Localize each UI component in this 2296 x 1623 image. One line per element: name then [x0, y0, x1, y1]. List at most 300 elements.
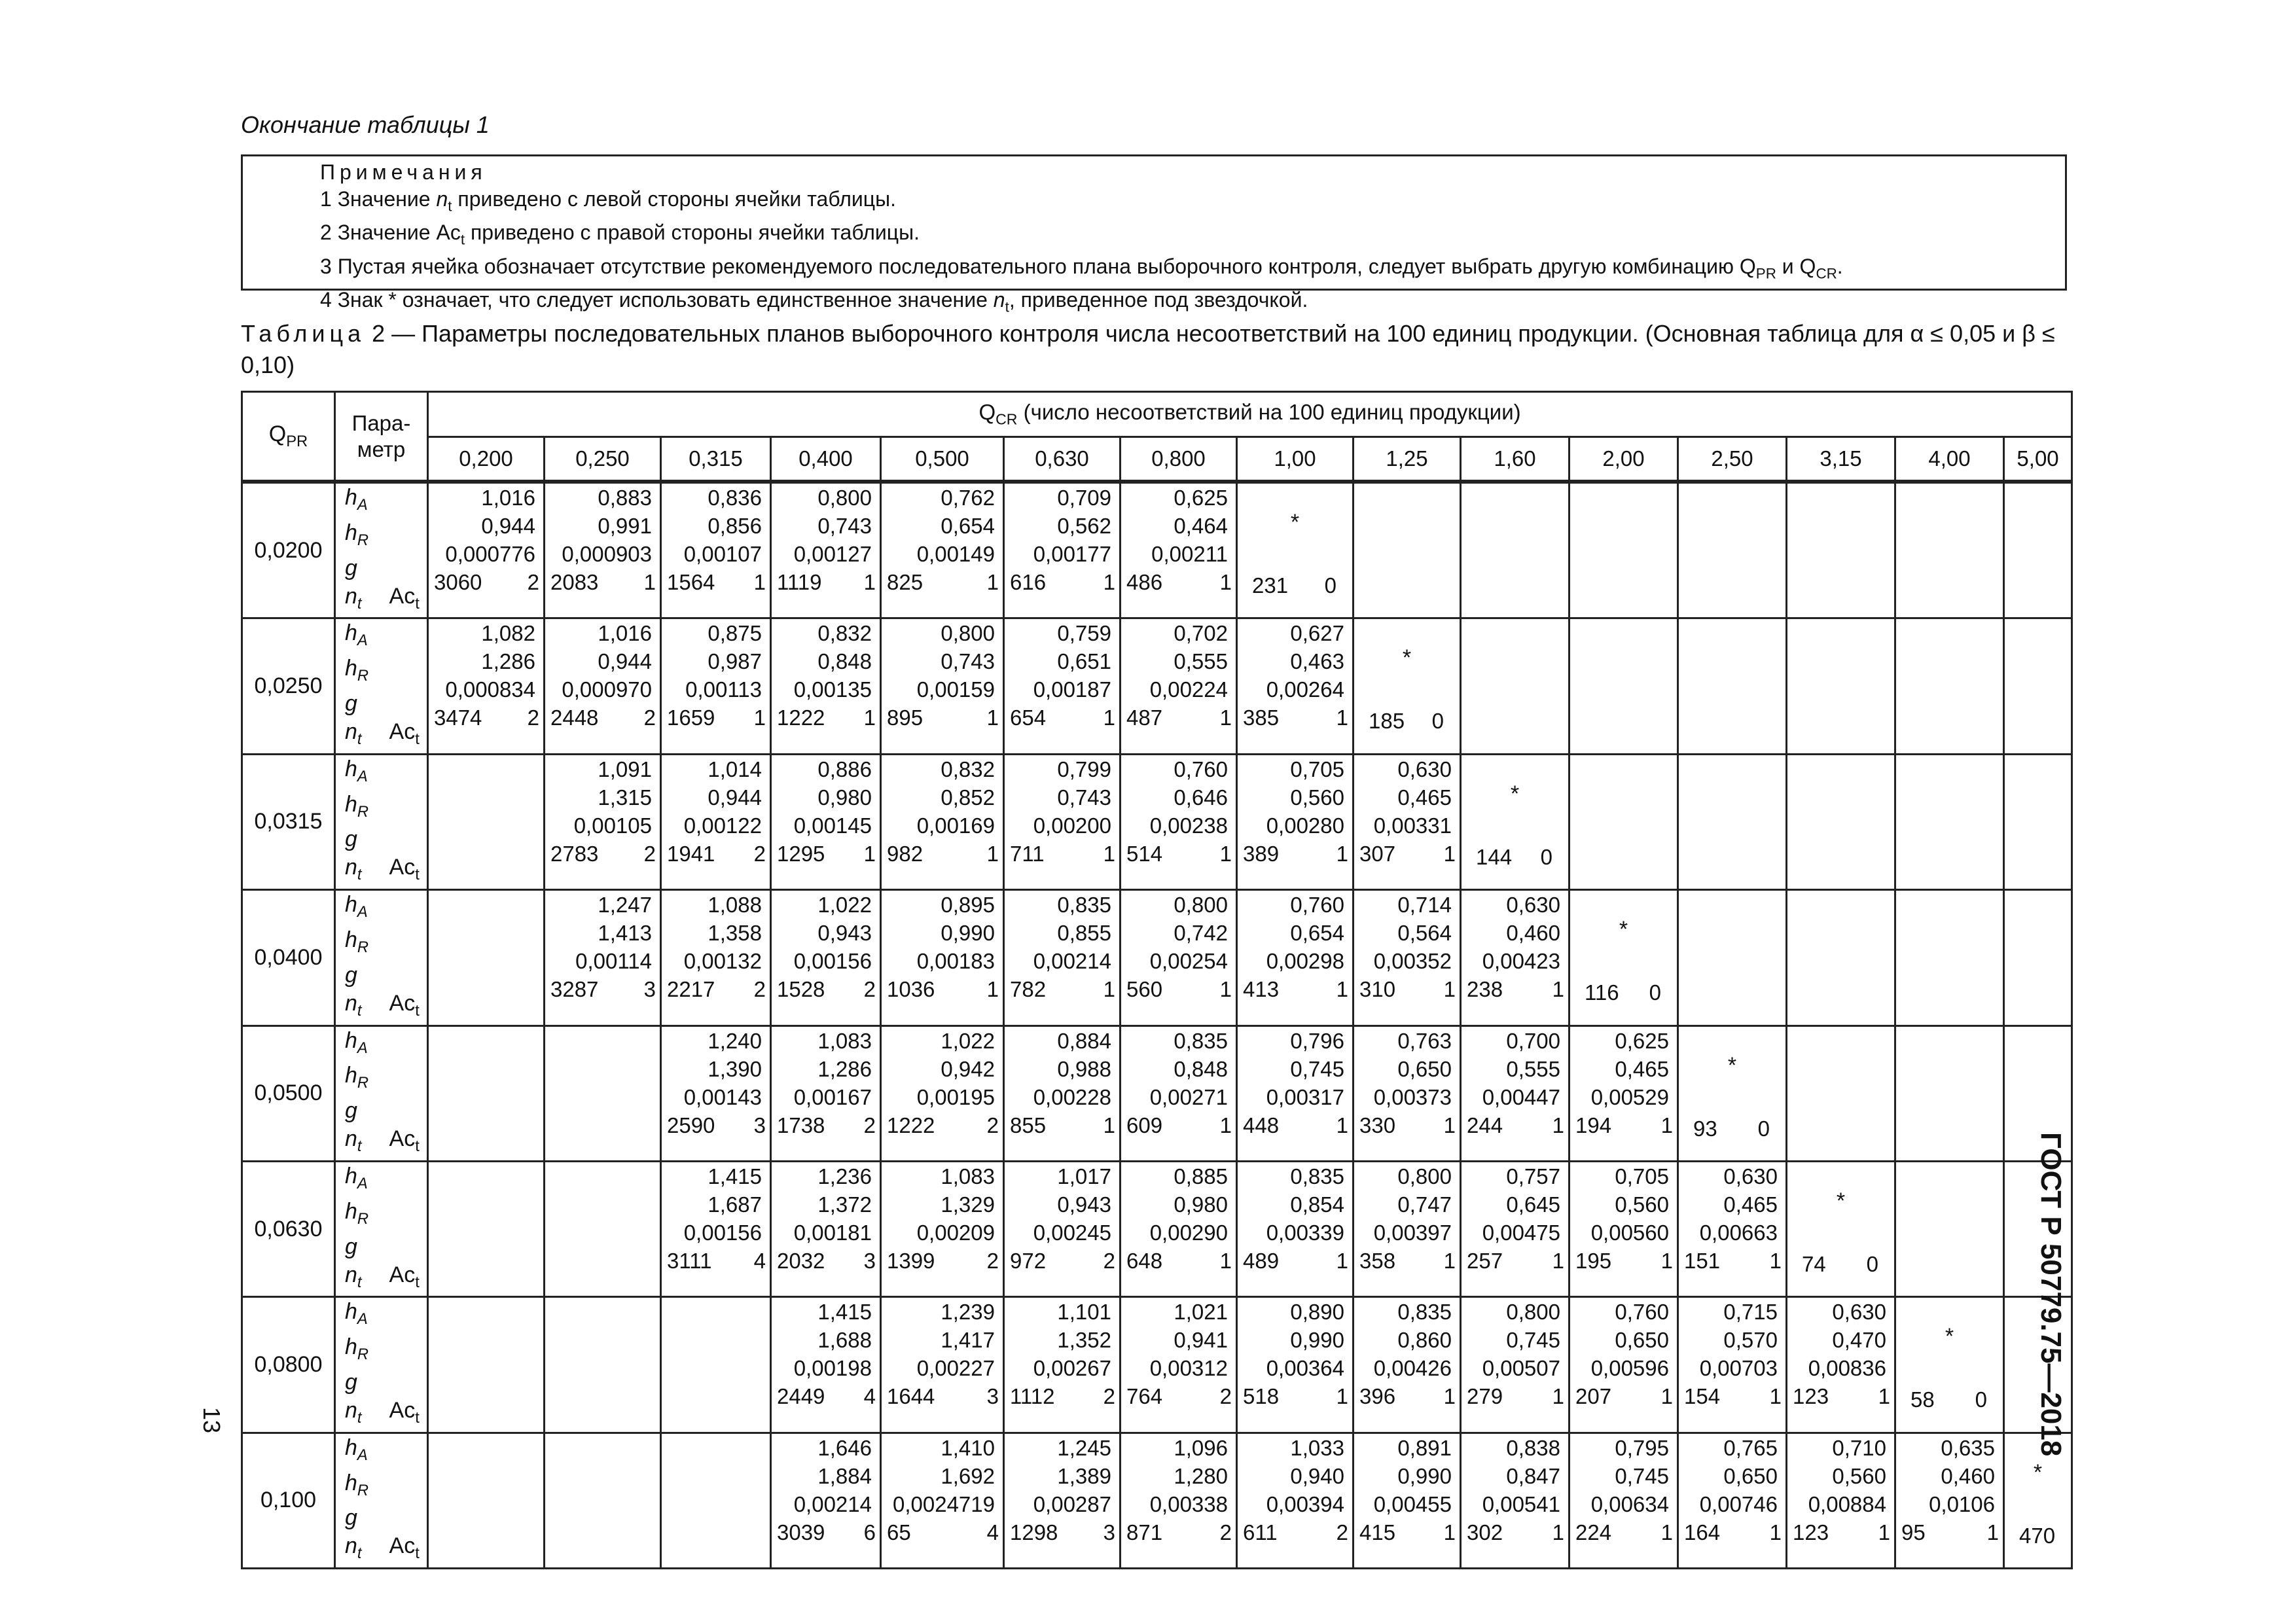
hR-value: 1,692: [941, 1463, 995, 1488]
ac-value: 2: [1219, 1520, 1232, 1544]
hR-value: 0,747: [1397, 1192, 1452, 1217]
qcr-value-14: 4,00: [1895, 437, 2004, 482]
n-value: 307: [1359, 841, 1396, 866]
plan-cell: [1787, 1433, 1895, 1568]
empty-cell: [1895, 1026, 2004, 1161]
ac-value: 2: [527, 705, 539, 730]
n-value: 895: [887, 705, 924, 730]
ac-value: 1: [1103, 705, 1115, 730]
hR-value: 0,944: [708, 785, 762, 810]
hR-value: 0,555: [1174, 649, 1228, 674]
ac-value: 3: [753, 1113, 766, 1137]
ac-value: 2: [1103, 1384, 1115, 1409]
n-value: 1112: [1010, 1384, 1055, 1409]
n-value: 764: [1126, 1384, 1163, 1409]
n-ac-values: [545, 975, 656, 1003]
hA-value: 0,625: [1174, 486, 1228, 510]
hR-value: 0,555: [1506, 1056, 1560, 1081]
n-ac-values: [1121, 568, 1232, 596]
empty-cell: [1787, 890, 1895, 1026]
note-symbol: n: [436, 187, 448, 211]
plan-cell: [1787, 1297, 1895, 1433]
ac-value: 6: [863, 1520, 876, 1544]
table-row: [242, 1161, 2072, 1296]
hA-value: 0,627: [1290, 621, 1344, 646]
hA-value: 0,836: [708, 486, 762, 510]
qcr-value-4: 0,400: [771, 437, 881, 482]
hR-value: 0,650: [1615, 1328, 1669, 1353]
g-value: 0,00209: [916, 1220, 995, 1245]
hA-value: 0,795: [1615, 1435, 1669, 1460]
ac-value: 1: [986, 705, 999, 730]
n-value: 711: [1010, 841, 1045, 866]
hR-value: 0,460: [1506, 921, 1560, 946]
ac-value: 1: [1660, 1384, 1673, 1409]
qcr-value-11: 2,00: [1570, 437, 1678, 482]
star-mark: *: [1510, 781, 1520, 806]
param-labels: $h_A$ $h_R$ g $n_t$ $Ac_t$: [335, 1026, 428, 1161]
ac-value: 1: [753, 570, 766, 594]
n-value: 1564: [667, 570, 715, 594]
ac-value: 1: [643, 570, 656, 594]
n-value: 231: [1252, 573, 1289, 597]
ac-value: 2: [527, 570, 539, 594]
empty-cell: [1787, 482, 1895, 618]
ac-value: 3: [986, 1384, 999, 1409]
n-ac-values: [1354, 1382, 1456, 1410]
g-value: 0,00397: [1373, 1220, 1452, 1245]
plan-cell: [771, 1433, 881, 1568]
g-value: 0,00423: [1482, 949, 1560, 974]
n-value: 185: [1369, 709, 1405, 734]
plan-cell: [1237, 1161, 1354, 1296]
ac-value: 1: [1878, 1384, 1890, 1409]
ac-value: 1: [1336, 977, 1348, 1002]
n-value: 1644: [887, 1384, 935, 1409]
param-labels: $h_A$ $h_R$ g $n_t$ $Ac_t$: [335, 482, 428, 618]
g-value: 0,00364: [1266, 1356, 1344, 1381]
n-ac-values: [882, 840, 999, 868]
plan-cell: [1354, 754, 1461, 889]
n-value: 611: [1243, 1520, 1278, 1544]
ac-value: 1: [1552, 1384, 1564, 1409]
plan-cell: [1237, 1297, 1354, 1433]
hA-value: 1,033: [1290, 1435, 1344, 1460]
n-value: 2217: [667, 977, 715, 1002]
g-value: 0,00339: [1266, 1220, 1344, 1245]
n-ac-values: [772, 1382, 876, 1410]
ac-value: 1: [1443, 1520, 1456, 1544]
hA-value: 0,763: [1397, 1028, 1452, 1053]
n-value: 95: [1901, 1520, 1926, 1544]
note-line-2: 2 Значение $Ас_t$ приведено с правой стороны ячейки таблицы.: [320, 221, 920, 248]
n-ac-values: [1462, 1247, 1564, 1275]
ac-value: 0: [1431, 709, 1444, 734]
n-value: 144: [1476, 844, 1513, 869]
hR-value: 1,286: [817, 1056, 872, 1081]
hR-value: 1,358: [708, 921, 762, 946]
plan-cell: [771, 754, 881, 889]
ac-value: 1: [1103, 570, 1115, 594]
param-header: Пара- метр: [335, 392, 428, 482]
hR-value: 0,743: [941, 649, 995, 674]
hA-value: 0,835: [1057, 893, 1111, 918]
n-ac-values: [772, 704, 876, 732]
n-value: 151: [1684, 1248, 1721, 1273]
n-ac-values: [1679, 1382, 1782, 1410]
n-ac-values: [1570, 1111, 1673, 1139]
empty-cell: [1678, 890, 1787, 1026]
g-value: 0,00227: [916, 1356, 995, 1381]
plan-cell: [1121, 1161, 1237, 1296]
plan-cell: [771, 618, 881, 754]
n-ac-values: [429, 568, 539, 596]
g-value: 0,00143: [683, 1084, 762, 1109]
hR-value: 0,743: [1057, 785, 1111, 810]
hA-value: 0,635: [1941, 1435, 1995, 1460]
n-value: 279: [1467, 1384, 1503, 1409]
n-ac-values: [1121, 1518, 1232, 1546]
plan-cell: [1237, 1026, 1354, 1161]
g-value: 0,00338: [1149, 1491, 1228, 1516]
notes-heading: Примечания: [320, 160, 487, 184]
hA-value: 1,017: [1057, 1164, 1111, 1188]
hR-value: 0,654: [1290, 921, 1344, 946]
hA-value: 1,016: [481, 486, 535, 510]
table-row: [242, 482, 2072, 618]
plan-cell: [771, 1026, 881, 1161]
plan-cell: [1461, 890, 1570, 1026]
ac-value: 1: [1219, 570, 1232, 594]
notes-lines: [320, 186, 2065, 321]
table-row: [242, 1433, 2072, 1568]
n-ac-values: [1354, 975, 1456, 1003]
plan-cell: [545, 890, 661, 1026]
note-sub: CR: [1816, 265, 1837, 282]
ac-value: 0: [2043, 1523, 2056, 1548]
n-ac-values: [1005, 1111, 1115, 1139]
n-ac-values: [1121, 1247, 1232, 1275]
g-value: 0,00177: [1033, 542, 1111, 566]
g-value: 0,00200: [1033, 813, 1111, 838]
plan-cell: [1570, 1026, 1678, 1161]
star-mark: *: [1727, 1052, 1737, 1078]
hR-value: 0,562: [1057, 514, 1111, 538]
qcr-header: $Q_{CR}$ (число несоответствий на 100 единиц продукции): [428, 392, 2072, 437]
hR-value: 1,390: [708, 1056, 762, 1081]
ac-value: 0: [1975, 1387, 1987, 1412]
plan-cell: [1004, 482, 1121, 618]
n-ac-values: [1121, 704, 1232, 732]
g-value: 0,0024719: [893, 1491, 995, 1516]
hA-value: 0,835: [1397, 1300, 1452, 1325]
plan-cell: [1121, 1433, 1237, 1568]
n-value: 972: [1010, 1248, 1047, 1273]
n-ac-values: [545, 840, 656, 868]
param-labels: $h_A$ $h_R$ g $n_t$ $Ac_t$: [335, 890, 428, 1026]
empty-cell: [2004, 482, 2072, 618]
n-ac-values: [1462, 1518, 1564, 1546]
hR-value: 0,560: [1832, 1463, 1886, 1488]
n-value: 648: [1126, 1248, 1163, 1273]
n-value: 871: [1126, 1520, 1163, 1544]
plan-cell: [1678, 1297, 1787, 1433]
n-ac-values: [1354, 1518, 1456, 1546]
g-value: 0,00298: [1266, 949, 1344, 974]
g-value: 0,00214: [1033, 949, 1111, 974]
g-value: 0,00475: [1482, 1220, 1560, 1245]
empty-cell: [428, 1297, 545, 1433]
hR-value: 0,460: [1941, 1463, 1995, 1488]
hA-value: 0,630: [1506, 893, 1560, 918]
hR-value: 0,855: [1057, 921, 1111, 946]
qcr-value-15: 5,00: [2004, 437, 2072, 482]
hA-value: 1,101: [1057, 1300, 1111, 1325]
n-value: 2448: [550, 705, 599, 730]
n-ac-values: [1005, 1518, 1115, 1546]
hR-value: 0,570: [1723, 1328, 1778, 1353]
plan-cell: [881, 1297, 1004, 1433]
n-ac-values: [1005, 840, 1115, 868]
n-ac-values: [662, 568, 766, 596]
hA-value: 0,835: [1174, 1028, 1228, 1053]
hR-value: 1,286: [481, 649, 535, 674]
hR-value: 0,645: [1506, 1192, 1560, 1217]
qcr-values-row: [242, 437, 2072, 482]
empty-cell: [1570, 618, 1678, 754]
note-line-3: 3 Пустая ячейка обозначает отсутствие рекомендуемого последовательного плана выборочного контроля, следует выбрать другую комбинацию $Q_{PR}$ и $Q_{CR}$.: [320, 254, 1843, 282]
plan-cell: [1461, 1433, 1570, 1568]
n-ac-values: [882, 975, 999, 1003]
n-value: 1298: [1010, 1520, 1058, 1544]
plan-cell: [1237, 618, 1354, 754]
n-value: 3111: [667, 1248, 712, 1273]
n-value: 448: [1243, 1113, 1280, 1137]
hR-value: 0,944: [598, 649, 652, 674]
ac-value: 1: [986, 570, 999, 594]
hR-value: 1,389: [1057, 1463, 1111, 1488]
qpr-value: 0,0800: [242, 1297, 335, 1433]
ac-value: 1: [1336, 1384, 1348, 1409]
empty-cell: [1678, 754, 1787, 889]
n-value: 1399: [887, 1248, 935, 1273]
hA-value: 0,705: [1615, 1164, 1669, 1188]
qpr-value: 0,100: [242, 1433, 335, 1568]
plan-cell: [1121, 482, 1237, 618]
n-ac-values: [1787, 1252, 1894, 1277]
hR-value: 0,560: [1290, 785, 1344, 810]
hR-value: 0,848: [1174, 1056, 1228, 1081]
hA-value: 0,800: [1506, 1300, 1560, 1325]
qcr-value-5: 0,500: [881, 437, 1004, 482]
ac-value: 1: [1660, 1520, 1673, 1544]
g-value: 0,00198: [793, 1356, 872, 1381]
g-value: 0,00560: [1590, 1220, 1669, 1245]
hR-value: 1,280: [1174, 1463, 1228, 1488]
plan-cell: [1354, 1297, 1461, 1433]
ac-value: 1: [986, 841, 999, 866]
qpr-header: $Q_{PR}$: [242, 392, 335, 482]
plan-cell: [661, 754, 771, 889]
note-line-4: 4 Знак * означает, что следует использовать единственное значение $n_t$, приведенное под звездочкой.: [320, 288, 1308, 315]
hR-value: 0,464: [1174, 514, 1228, 538]
plan-cell: [1237, 754, 1354, 889]
hA-value: 0,885: [1174, 1164, 1228, 1188]
hA-value: 0,710: [1832, 1435, 1886, 1460]
hA-value: 0,796: [1290, 1028, 1344, 1053]
n-ac-values: [545, 704, 656, 732]
ac-value: 1: [753, 705, 766, 730]
g-value: 0,00373: [1373, 1084, 1452, 1109]
g-value: 0,00836: [1808, 1356, 1886, 1381]
plan-cell: [771, 890, 881, 1026]
hR-value: 0,941: [1174, 1328, 1228, 1353]
ac-value: 0: [1540, 844, 1552, 869]
ac-value: 1: [1103, 1113, 1115, 1137]
ac-value: 1: [1219, 705, 1232, 730]
qcr-value-6: 0,630: [1004, 437, 1121, 482]
ac-value: 1: [1219, 977, 1232, 1002]
g-value: 0,00159: [916, 677, 995, 702]
hA-value: 0,760: [1615, 1300, 1669, 1325]
plan-cell: [545, 482, 661, 618]
n-ac-values: [772, 1247, 876, 1275]
n-value: 385: [1243, 705, 1280, 730]
g-value: 0,00287: [1033, 1491, 1111, 1516]
hR-value: 1,413: [598, 921, 652, 946]
hA-value: 0,800: [817, 486, 872, 510]
ac-value: 1: [1660, 1113, 1673, 1137]
empty-cell: [661, 1433, 771, 1568]
ac-value: 3: [1103, 1520, 1115, 1544]
n-ac-values: [545, 568, 656, 596]
hA-value: 0,875: [708, 621, 762, 646]
g-value: 0,00114: [575, 949, 652, 974]
g-value: 0,00107: [683, 542, 762, 566]
plan-cell: [661, 482, 771, 618]
hR-value: 0,564: [1397, 921, 1452, 946]
hA-value: 0,760: [1174, 757, 1228, 781]
hA-value: 0,886: [817, 757, 872, 781]
hR-value: 0,743: [817, 514, 872, 538]
hR-value: 0,848: [817, 649, 872, 674]
empty-cell: [2004, 754, 2072, 889]
hA-value: 1,415: [708, 1164, 762, 1188]
n-ac-values: [429, 704, 539, 732]
ac-value: 1: [1660, 1248, 1673, 1273]
n-value: 195: [1575, 1248, 1612, 1273]
n-value: 1036: [887, 977, 935, 1002]
n-value: 2783: [550, 841, 599, 866]
n-ac-values: [1238, 1382, 1348, 1410]
ac-value: 1: [1103, 977, 1115, 1002]
n-ac-values: [1121, 975, 1232, 1003]
ac-value: 3: [643, 977, 656, 1002]
hR-value: 0,745: [1615, 1463, 1669, 1488]
hR-value: 0,560: [1615, 1192, 1669, 1217]
plan-cell: [1461, 1297, 1570, 1433]
n-ac-values: [1462, 1111, 1564, 1139]
empty-cell: [545, 1026, 661, 1161]
n-ac-values: [1121, 1111, 1232, 1139]
n-value: 3287: [550, 977, 599, 1002]
n-ac-values: [1570, 1382, 1673, 1410]
n-ac-values: [1787, 1518, 1890, 1546]
single-value-cell: [1354, 618, 1461, 754]
hA-value: 1,014: [708, 757, 762, 781]
hR-value: 0,654: [941, 514, 995, 538]
ac-value: 1: [1552, 1520, 1564, 1544]
g-value: 0,00228: [1033, 1084, 1111, 1109]
hA-value: 1,022: [817, 893, 872, 918]
g-value: 0,00238: [1149, 813, 1228, 838]
n-ac-values: [1238, 1247, 1348, 1275]
ac-value: 1: [863, 705, 876, 730]
n-value: 123: [1793, 1384, 1829, 1409]
g-value: 0,00264: [1266, 677, 1344, 702]
plan-cell: [881, 754, 1004, 889]
n-ac-values: [2005, 1524, 2071, 1548]
n-value: 74: [1802, 1251, 1826, 1276]
document-designation: ГОСТ Р 50779.75—2018: [2035, 1132, 2067, 1457]
hA-value: 0,630: [1397, 757, 1452, 781]
g-value: 0,00145: [793, 813, 872, 838]
g-value: 0,00183: [916, 949, 995, 974]
plan-cell: [1237, 1433, 1354, 1568]
g-value: 0,000834: [445, 677, 535, 702]
empty-cell: [1895, 1161, 2004, 1296]
n-ac-values: [662, 840, 766, 868]
empty-cell: [1895, 890, 2004, 1026]
empty-cell: [545, 1161, 661, 1296]
n-value: 257: [1467, 1248, 1503, 1273]
hA-value: 0,759: [1057, 621, 1111, 646]
empty-cell: [545, 1297, 661, 1433]
parameters-table: [241, 391, 2073, 1569]
plan-cell: [771, 1161, 881, 1296]
plan-cell: [661, 618, 771, 754]
star-mark: *: [1945, 1324, 1954, 1349]
n-ac-values: [662, 1111, 766, 1139]
hA-value: 1,646: [817, 1435, 872, 1460]
g-value: 0,00884: [1808, 1491, 1886, 1516]
hA-value: 0,835: [1290, 1164, 1344, 1188]
n-value: 238: [1467, 977, 1503, 1002]
g-value: 0,00541: [1482, 1491, 1560, 1516]
g-value: 0,00271: [1149, 1084, 1228, 1109]
ac-value: 1: [1336, 705, 1348, 730]
n-value: 310: [1359, 977, 1396, 1002]
g-value: 0,00132: [683, 949, 762, 974]
g-value: 0,00254: [1149, 949, 1228, 974]
hR-value: 0,646: [1174, 785, 1228, 810]
hA-value: 0,757: [1506, 1164, 1560, 1188]
plan-cell: [1004, 618, 1121, 754]
hA-value: 1,415: [817, 1300, 872, 1325]
empty-cell: [2004, 618, 2072, 754]
n-value: 413: [1243, 977, 1280, 1002]
plan-cell: [1004, 1026, 1121, 1161]
note-sub: PR: [1755, 265, 1776, 282]
param-labels: $h_A$ $h_R$ g $n_t$ $Ac_t$: [335, 1161, 428, 1296]
ac-value: 1: [1443, 1248, 1456, 1273]
ac-value: 1: [863, 841, 876, 866]
n-value: 609: [1126, 1113, 1163, 1137]
hA-value: 0,832: [941, 757, 995, 781]
ac-value: 1: [1103, 841, 1115, 866]
n-value: 518: [1243, 1384, 1280, 1409]
hR-value: 1,329: [941, 1192, 995, 1217]
